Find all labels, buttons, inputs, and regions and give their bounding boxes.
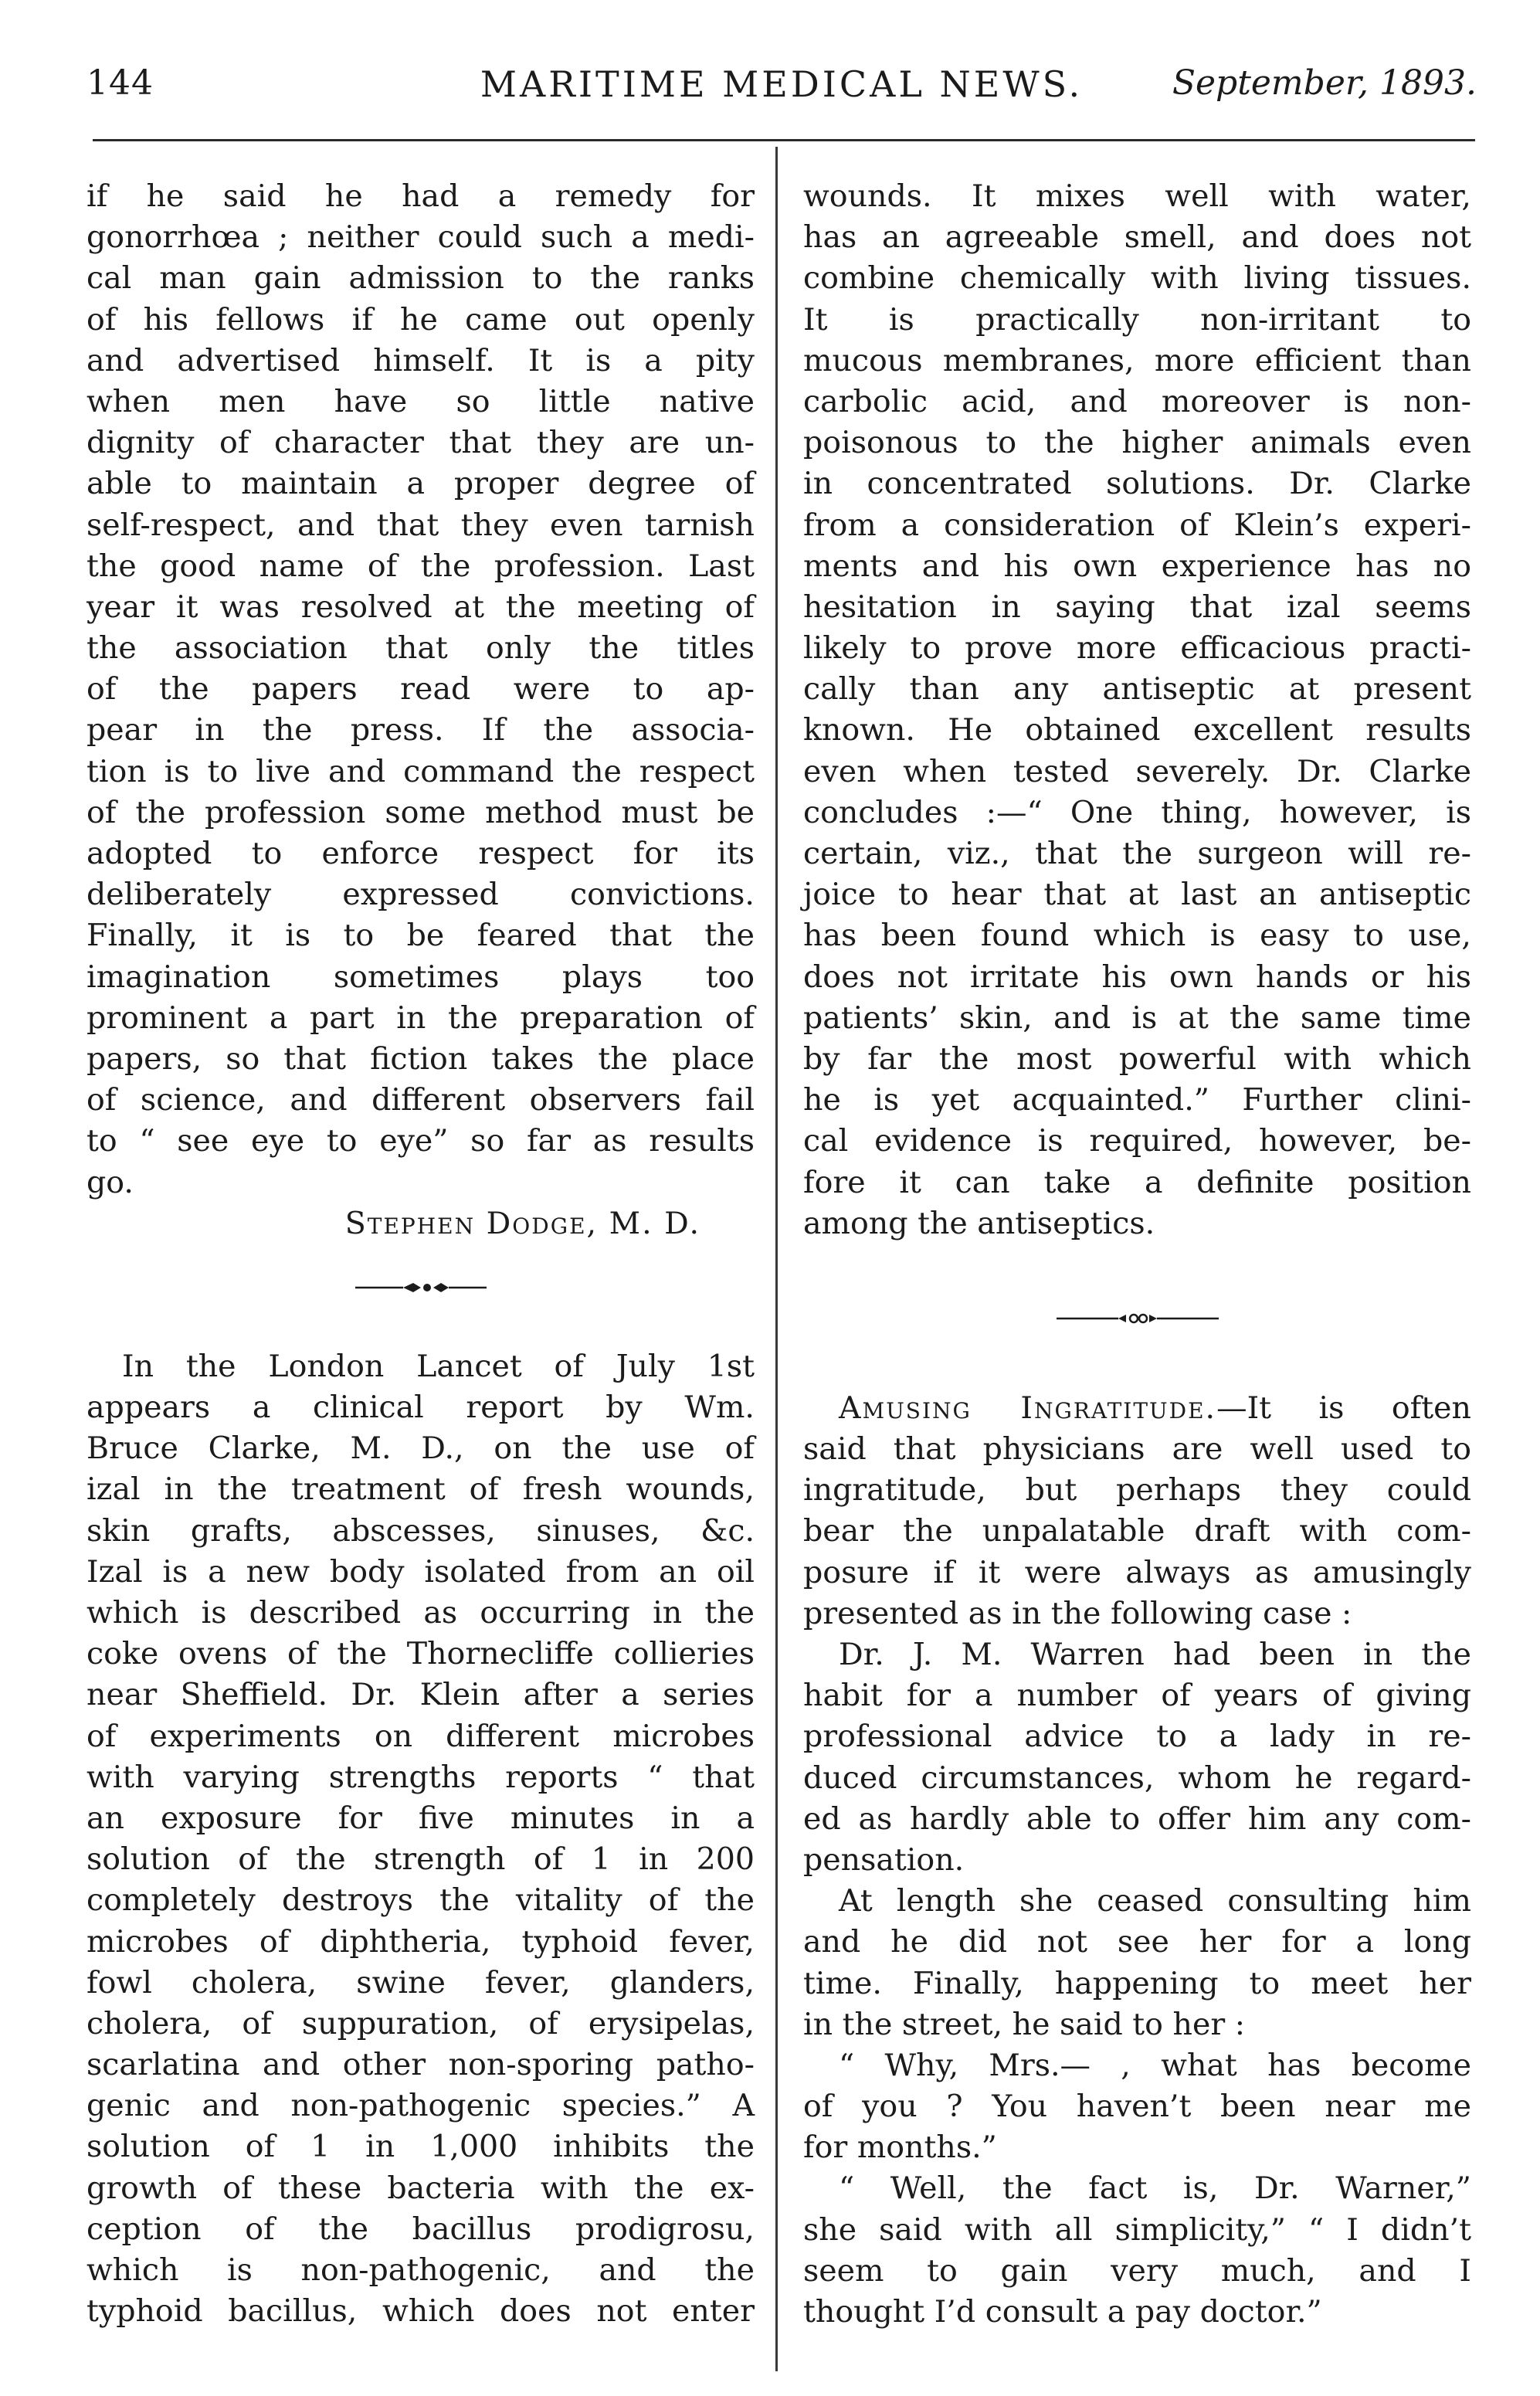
text-line: the association that only the titles	[86, 630, 755, 667]
text-line-rest: —It is often	[1216, 1390, 1471, 1426]
article-amusing-ingratitude	[803, 1388, 1471, 2333]
text-line: of experiments on different microbes	[86, 1718, 755, 1754]
text-line: even when tested severely. Dr. Clarke	[803, 753, 1471, 789]
text-line: skin grafts, abscesses, sinuses, &c.	[86, 1512, 755, 1549]
text-line: appears a clinical report by Wm.	[86, 1390, 755, 1426]
text-line: of the papers read were to ap-	[86, 671, 755, 708]
text-line: duced circumstances, whom he regard-	[803, 1760, 1471, 1796]
text-line: pear in the press. If the associa-	[86, 712, 755, 748]
text-line: said that physicians are well used to	[803, 1431, 1471, 1468]
text-line: It is practically non-irritant to	[803, 301, 1471, 338]
ornament-divider	[803, 1275, 1471, 1357]
text-line: “ Why, Mrs.— , what has become	[839, 2047, 1471, 2083]
text-line: coke ovens of the Thornecliffe collieries	[86, 1636, 755, 1672]
text-line: and he did not see her for a long	[803, 1924, 1471, 1960]
column-divider	[775, 147, 778, 2371]
text-line: papers, so that fiction takes the place	[86, 1040, 755, 1077]
text-line: imagination sometimes plays too	[86, 959, 755, 995]
text-line: when men have so little native	[86, 383, 755, 419]
text-line: she said with all simplicity,” “ I didn’t	[803, 2211, 1471, 2248]
text-line: patients’ skin, and is at the same time	[803, 999, 1471, 1036]
author-signature: Stephen Dodge, M. D.	[344, 1205, 700, 1241]
page-number: 144	[86, 63, 154, 103]
text-line: year it was resolved at the meeting of	[86, 589, 755, 625]
ornament-divider	[86, 1244, 755, 1326]
text-line: presented as in the following case :	[803, 1595, 1352, 1631]
ornament-rule-icon	[355, 1280, 487, 1295]
text-line: of the profession some method must be	[86, 794, 755, 830]
text-line: in the street, he said to her :	[803, 2006, 1246, 2042]
text-line: dignity of character that they are un-	[86, 425, 755, 461]
text-line: concludes :—“ One thing, however, is	[803, 794, 1471, 830]
text-line: microbes of diphtheria, typhoid fever,	[86, 1923, 755, 1960]
text-line: from a consideration of Klein’s experi-	[803, 507, 1471, 543]
text-line: does not irritate his own hands or his	[803, 959, 1471, 995]
text-line: adopted to enforce respect for its	[86, 836, 755, 871]
text-line: the good name of the profession. Last	[86, 548, 755, 584]
text-line: cal evidence is required, however, be-	[803, 1123, 1471, 1159]
text-line: self-respect, and that they even tarnish	[86, 507, 755, 543]
text-line: completely destroys the vitality of the	[86, 1882, 755, 1919]
text-line: bear the unpalatable draft with com-	[803, 1513, 1471, 1549]
text-line: certain, viz., that the surgeon will re-	[803, 836, 1471, 871]
text-line: solution of 1 in 1,000 inhibits the	[86, 2129, 755, 2165]
text-line: wounds. It mixes well with water,	[803, 178, 1471, 214]
text-line: ed as hardly able to offer him any com-	[803, 1800, 1471, 1837]
text-line: Izal is a new body isolated from an oil	[86, 1553, 755, 1590]
text-line: go.	[86, 1164, 134, 1200]
text-line: ments and his own experience has no	[803, 548, 1471, 584]
text-line: growth of these bacteria with the ex-	[86, 2170, 755, 2206]
text-line: habit for a number of years of giving	[803, 1678, 1471, 1714]
text-line: he is yet acquainted.” Further clini-	[803, 1082, 1471, 1118]
paragraph-izal-report	[86, 1346, 755, 2333]
text-line: time. Finally, happening to meet her	[803, 1965, 1471, 2001]
text-line: among the antiseptics.	[803, 1205, 1155, 1241]
text-line: carbolic acid, and moreover is non-	[803, 383, 1471, 419]
right-column	[803, 176, 1471, 2333]
running-head	[86, 63, 1477, 117]
paragraph-izal-continued	[803, 176, 1471, 1244]
text-line: genic and non-pathogenic species.” A	[86, 2088, 755, 2124]
text-line: an exposure for five minutes in a	[86, 1800, 755, 1836]
text-line: Finally, it is to be feared that the	[86, 918, 755, 954]
text-line: of his fellows if he came out openly	[86, 301, 755, 338]
text-line: able to maintain a proper degree of	[86, 466, 755, 502]
text-line: of you ? You haven’t been near me	[803, 2089, 1471, 2125]
text-line: scarlatina and other non-sporing patho-	[86, 2047, 755, 2083]
text-line: cally than any antiseptic at present	[803, 671, 1471, 708]
ornament-rule-icon	[1057, 1311, 1219, 1326]
text-line: cal man gain admission to the ranks	[86, 260, 755, 297]
text-line: typhoid bacillus, which does not enter	[86, 2293, 755, 2330]
text-line: pensation.	[803, 1841, 965, 1878]
text-line: and advertised himself. It is a pity	[86, 342, 755, 378]
text-line: to “ see eye to eye” so far as results	[86, 1123, 755, 1159]
text-line: solution of the strength of 1 in 200	[86, 1841, 755, 1878]
text-line: which is described as occurring in the	[86, 1595, 755, 1631]
text-line: with varying strengths reports “ that	[86, 1759, 755, 1795]
text-line: if he said he had a remedy for	[86, 178, 755, 214]
text-line: In the London Lancet of July 1st	[122, 1348, 755, 1384]
journal-title: MARITIME MEDICAL NEWS.	[480, 63, 1084, 105]
text-line: poisonous to the higher animals even	[803, 425, 1471, 461]
article-heading: Amusing Ingratitude.	[839, 1390, 1217, 1426]
left-column	[86, 176, 755, 2332]
text-line: fowl cholera, swine fever, glanders,	[86, 1964, 755, 2001]
text-line: near Sheffield. Dr. Klein after a series	[86, 1677, 755, 1713]
text-line: which is non-pathogenic, and the	[86, 2252, 755, 2288]
text-line: known. He obtained excellent results	[803, 712, 1471, 748]
text-line	[803, 1388, 1471, 1429]
text-line: posure if it were always as amusingly	[803, 1554, 1471, 1590]
issue-date: September, 1893.	[1172, 63, 1477, 103]
text-line: for months.”	[803, 2130, 997, 2166]
text-line: in concentrated solutions. Dr. Clarke	[803, 466, 1471, 502]
text-line: cholera, of suppuration, of erysipelas,	[86, 2005, 755, 2041]
header-rule	[93, 139, 1475, 141]
text-line: ingratitude, but perhaps they could	[803, 1472, 1471, 1509]
text-line: has an agreeable smell, and does not	[803, 219, 1471, 256]
text-line: prominent a part in the preparation of	[86, 999, 755, 1036]
text-line: has been found which is easy to use,	[803, 918, 1471, 954]
text-line: gonorrhœa ; neither could such a medi-	[86, 219, 755, 256]
text-line: deliberately expressed convictions.	[86, 877, 755, 913]
text-line: by far the most powerful with which	[803, 1040, 1471, 1077]
text-line: mucous membranes, more efficient than	[803, 342, 1471, 378]
text-line: izal in the treatment of fresh wounds,	[86, 1471, 755, 1508]
text-line: combine chemically with living tissues.	[803, 260, 1471, 297]
text-line: ception of the bacillus prodigrosu,	[86, 2211, 755, 2247]
paragraph-professional-conduct	[86, 176, 755, 1203]
text-line: tion is to live and command the respect	[86, 753, 755, 789]
text-line: hesitation in saying that izal seems	[803, 589, 1471, 625]
text-line: Dr. J. M. Warren had been in the	[839, 1637, 1471, 1672]
text-line: professional advice to a lady in re-	[803, 1719, 1471, 1755]
text-line: likely to prove more efficacious practi-	[803, 630, 1471, 667]
text-line: At length she ceased consulting him	[839, 1883, 1471, 1919]
text-line: joice to hear that at last an antiseptic	[803, 877, 1471, 913]
text-line: thought I’d consult a pay doctor.”	[803, 2294, 1322, 2330]
text-line: of science, and different observers fail	[86, 1082, 755, 1118]
text-line: fore it can take a definite position	[803, 1164, 1471, 1200]
text-line: Bruce Clarke, M. D., on the use of	[86, 1430, 755, 1467]
text-line: seem to gain very much, and I	[803, 2252, 1471, 2289]
text-line: “ Well, the fact is, Dr. Warner,”	[839, 2170, 1471, 2207]
